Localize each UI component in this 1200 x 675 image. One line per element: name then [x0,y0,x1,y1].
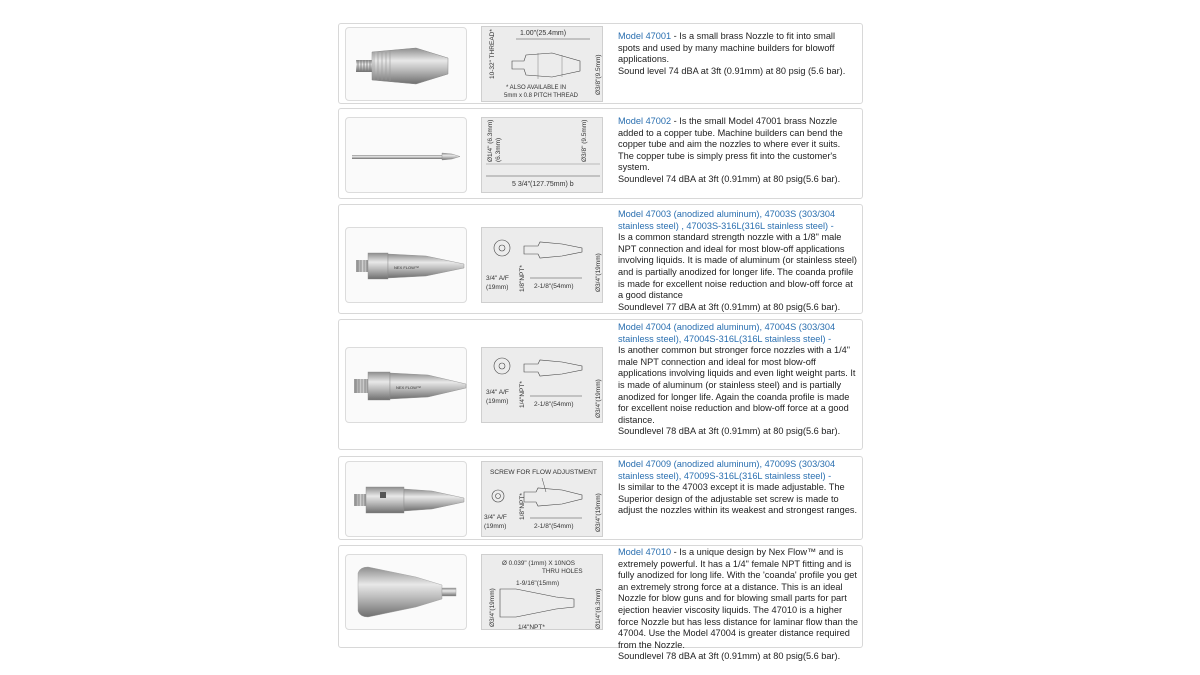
product-photo [345,117,467,193]
dim-length: 1-9/16"(15mm) [516,580,560,587]
dim-diameter: Ø3/4"(19mm) [595,253,602,292]
svg-text:NEX FLOW™: NEX FLOW™ [396,385,421,390]
label-holes: Ø 0.039" (1mm) X 10NOS [502,560,575,567]
dim-af: 3/4" A/F [486,275,509,282]
nozzle-47009-image [346,462,468,538]
dim-tip: Ø3/8" (9.5mm) [581,119,588,162]
sound-level: Soundlevel 78 dBA at 3ft (0.91mm) at 80 psig(5.6 bar). [618,651,841,662]
description-text: Is similar to the 47003 except it is made adjustable. The Superior design of the adjustable set screw is made to adjust the nozzles within its weakest and strongest ranges. [618,482,858,516]
dim-length: 2-1/8"(54mm) [534,523,574,530]
drawing-47009 [482,462,604,538]
product-photo [345,27,467,101]
drawing-47001 [482,27,604,103]
nozzle-47002-image [346,118,468,194]
dim-af: 3/4" A/F [486,389,509,396]
product-description [618,209,858,313]
product-description [618,547,858,663]
product-photo [345,554,467,630]
dim-diameter: Ø3/4"(19mm) [489,588,496,627]
sound-level: Soundlevel 77 dBA at 3ft (0.91mm) at 80 psig(5.6 bar). [618,301,841,312]
product-card-47010 [338,545,863,662]
product-description [618,116,858,186]
drawing-47002 [482,118,604,194]
dim-npt: 1/4"NPT* [519,381,526,408]
product-photo [345,347,467,423]
dim-tube: Ø1/4" (6.3mm) [487,119,494,162]
dim-length: 5 3/4"(127.75mm) b [512,181,574,188]
description-text: Is another common but stronger force nozzles with a 1/4" male NPT connection and ideal for most blow-off applications involving liquids and even light weight parts. It is made of aluminum (or stainless steel) and is partially anodized for longer life. Again the coanda profile is made for excellent noise reduction and blow-off force at a good distance. [618,345,856,425]
dim-npt: 1/8"NPT* [519,265,526,292]
technical-drawing [481,227,603,303]
product-card-47009 [338,456,863,540]
dim-af-mm: (19mm) [484,523,507,530]
description-text: - Is the small Model 47001 brass Nozzle added to a copper tube. Machine builders can bend the copper tube and aim the nozzles to where ever it suits. The copper tube is simply press fit into the customer's system. [618,116,843,173]
nozzle-47010-image [346,555,468,631]
dim-af: 3/4" A/F [484,514,507,521]
product-photo [345,461,467,537]
model-number: Model 47002 [618,116,672,126]
product-photo [345,227,467,303]
nozzle-47004-image [346,348,468,424]
dim-npt: 1/4"NPT* [518,624,545,631]
drawing-note: 5mm x 0.8 PITCH THREAD [504,93,578,99]
sound-level: Soundlevel 78 dBA at 3ft (0.91mm) at 80 psig(5.6 bar). [618,426,841,437]
product-card-47001 [338,23,863,104]
dim-tip: Ø1/4"(6.3mm) [595,588,602,629]
sound-level: Sound level 74 dBA at 3ft (0.91mm) at 80 psig (5.6 bar). [618,65,846,76]
dim-af-mm: (19mm) [486,284,509,291]
technical-drawing [481,554,603,630]
product-description [618,31,858,77]
product-description [618,322,858,438]
dim-thread: 10-32" THREAD* [489,29,496,79]
drawing-47003 [482,228,604,304]
description-text: Is a common standard strength nozzle with a 1/8" male NPT connection and ideal for most blow-off applications involving liquids. It is made of aluminum (or stainless steel) and is partially anodized for longer life. The coanda profile is made for excellent noise reduction and blow-off force at a good distance [618,232,857,301]
technical-drawing [481,26,603,102]
technical-drawing [481,347,603,423]
label-holes: THRU HOLES [542,568,583,575]
svg-text:NEX FLOW™: NEX FLOW™ [394,265,419,270]
model-number: Model 47009 (anodized aluminum), 47009S (303/304 stainless steel), 47009S-316L(316L stainless steel) - [618,459,836,481]
technical-drawing [481,461,603,537]
dim-diameter: Ø3/8"(9.5mm) [595,54,602,95]
technical-drawing [481,117,603,193]
model-number: Model 47010 [618,547,672,557]
dim-diameter: Ø3/4"(19mm) [595,379,602,418]
dim-diameter: Ø3/4"(19mm) [595,493,602,532]
dim-length: 2-1/8"(54mm) [534,283,574,290]
model-number: Model 47003 (anodized aluminum), 47003S (303/304 stainless steel) , 47003S-316L(316L stainless steel) - [618,209,836,231]
model-number: Model 47004 (anodized aluminum), 47004S (303/304 stainless steel), 47004S-316L(316L stainless steel) - [618,322,836,344]
description-text: - Is a small brass Nozzle to fit into small spots and used by many machine builders for blowoff applications. [618,31,836,65]
drawing-47004 [482,348,604,424]
product-card-47004 [338,319,863,450]
nozzle-47003-image [346,228,468,304]
description-text: - Is a unique design by Nex Flow™ and is extremely powerful. It has a 1/4" female NPT fitting and is fully anodized for long life. With the 'coanda' profile you get an extremely strong force at a distance. This is an ideal Nozzle for blow guns and for blowing small parts for part ejection heavier viscosity liquids. The 47010 is a higher force Nozzle but has less distance for laminar flow than the 47004. Use the Model 47004 is greater distance required from the Nozzle. [618,547,859,650]
drawing-note: * ALSO AVAILABLE IN [506,85,567,91]
label-screw: SCREW FOR FLOW ADJUSTMENT [490,469,597,476]
product-description [618,459,858,517]
nozzle-47001-image [346,28,468,102]
dim-af-mm: (19mm) [486,398,509,405]
dim-length: 2-1/8"(54mm) [534,401,574,408]
product-card-47003 [338,204,863,314]
dim-npt: 1/8"NPT* [519,493,526,520]
product-card-47002 [338,108,863,199]
sound-level: Soundlevel 74 dBA at 3ft (0.91mm) at 80 psig(5.6 bar). [618,173,841,184]
model-number: Model 47001 [618,31,672,41]
dim-length: 1.00"(25.4mm) [520,30,567,37]
dim-tube-mm: (6.3mm) [495,137,502,162]
drawing-47010 [482,555,604,631]
